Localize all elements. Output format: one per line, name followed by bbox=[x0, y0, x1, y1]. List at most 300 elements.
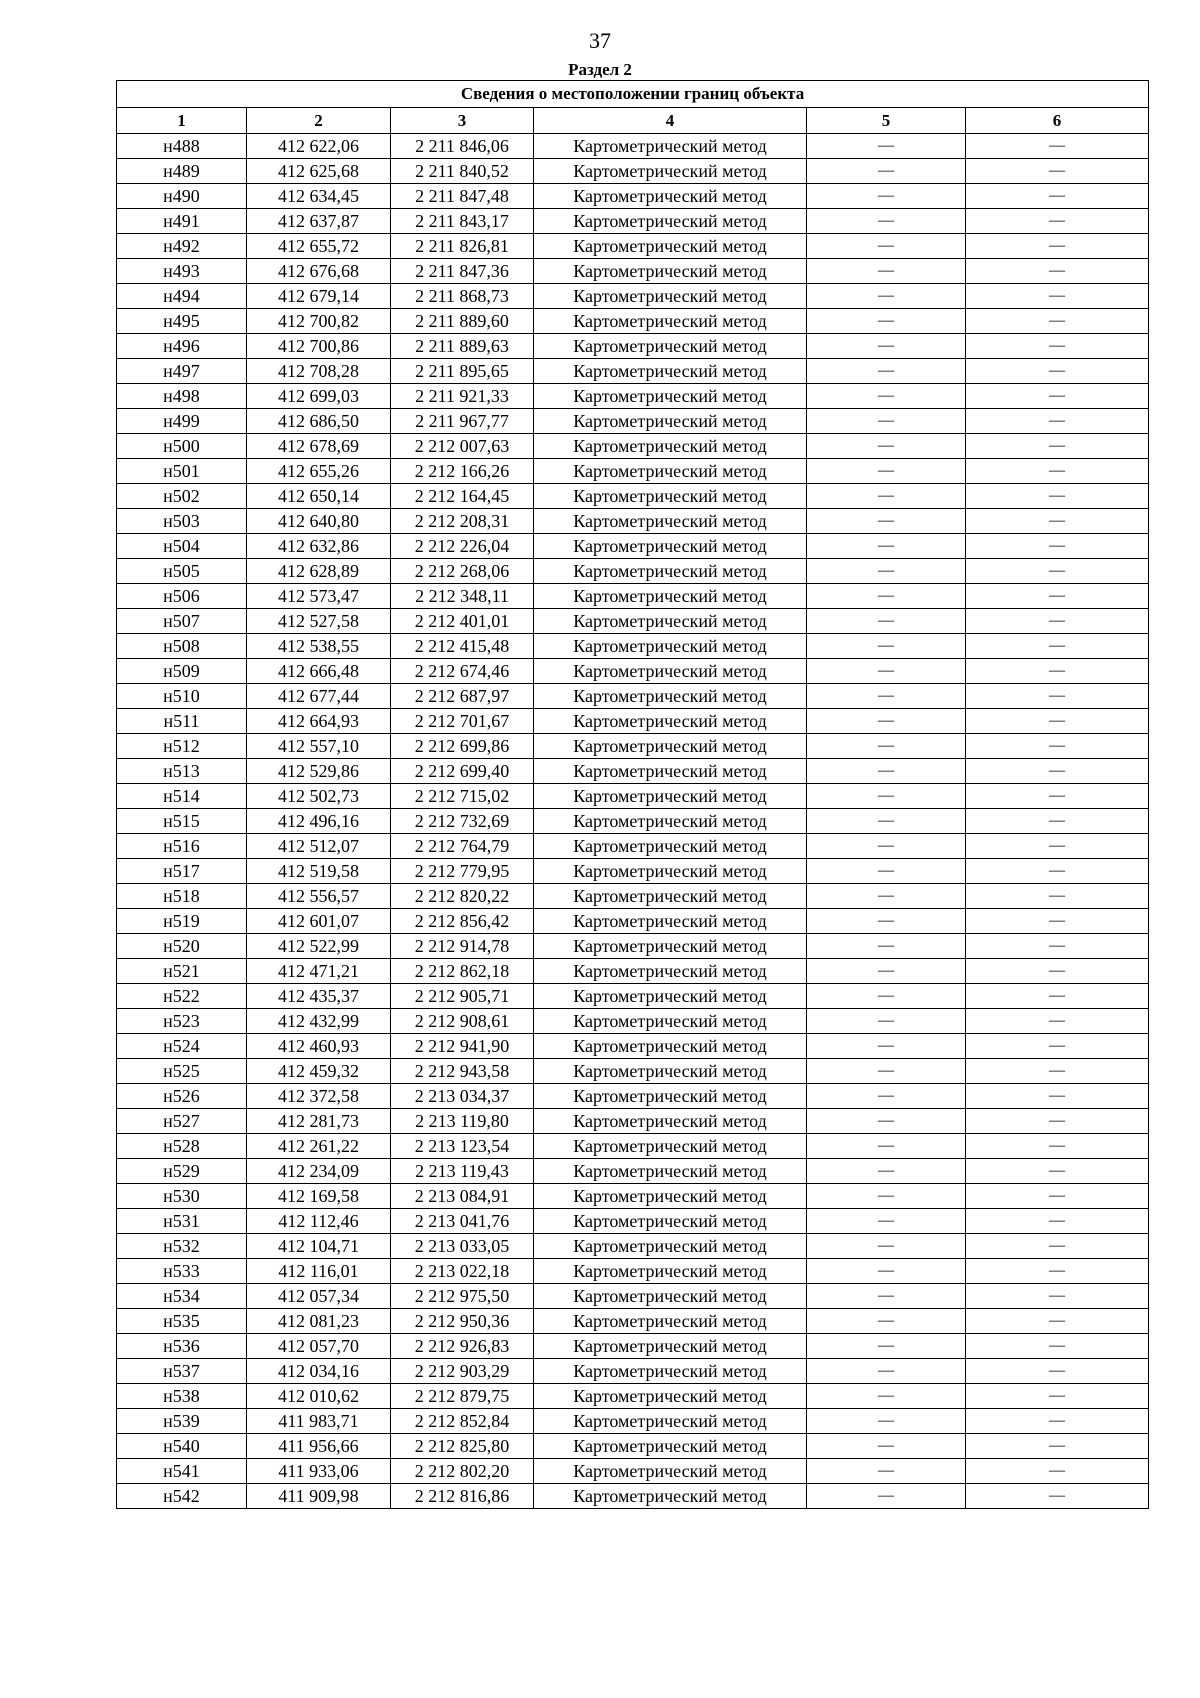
y-coordinate-cell: 2 212 226,04 bbox=[391, 534, 534, 559]
y-coordinate-cell: 2 212 701,67 bbox=[391, 709, 534, 734]
method-cell: Картометрический метод bbox=[534, 1384, 807, 1409]
method-cell: Картометрический метод bbox=[534, 984, 807, 1009]
table-row bbox=[117, 1109, 1149, 1134]
method-cell: Картометрический метод bbox=[534, 884, 807, 909]
column-6-cell: — bbox=[966, 1184, 1149, 1209]
table-row bbox=[117, 534, 1149, 559]
column-5-cell: — bbox=[807, 1059, 966, 1084]
point-id-cell: н510 bbox=[117, 684, 247, 709]
method-cell: Картометрический метод bbox=[534, 1034, 807, 1059]
boundary-table bbox=[116, 80, 1149, 1509]
column-6-cell: — bbox=[966, 1234, 1149, 1259]
method-cell: Картометрический метод bbox=[534, 1309, 807, 1334]
method-cell: Картометрический метод bbox=[534, 434, 807, 459]
column-6-cell: — bbox=[966, 859, 1149, 884]
point-id-cell: н494 bbox=[117, 284, 247, 309]
y-coordinate-cell: 2 212 401,01 bbox=[391, 609, 534, 634]
y-coordinate-cell: 2 212 820,22 bbox=[391, 884, 534, 909]
point-id-cell: н505 bbox=[117, 559, 247, 584]
column-5-cell: — bbox=[807, 909, 966, 934]
column-6-cell: — bbox=[966, 659, 1149, 684]
point-id-cell: н496 bbox=[117, 334, 247, 359]
table-row bbox=[117, 334, 1149, 359]
column-5-cell: — bbox=[807, 534, 966, 559]
point-id-cell: н504 bbox=[117, 534, 247, 559]
y-coordinate-cell: 2 213 033,05 bbox=[391, 1234, 534, 1259]
x-coordinate-cell: 412 666,48 bbox=[247, 659, 391, 684]
point-id-cell: н517 bbox=[117, 859, 247, 884]
column-6-cell: — bbox=[966, 1359, 1149, 1384]
table-row bbox=[117, 309, 1149, 334]
method-cell: Картометрический метод bbox=[534, 609, 807, 634]
y-coordinate-cell: 2 213 084,91 bbox=[391, 1184, 534, 1209]
column-6-cell: — bbox=[966, 1059, 1149, 1084]
column-5-cell: — bbox=[807, 334, 966, 359]
table-row bbox=[117, 159, 1149, 184]
column-6-cell: — bbox=[966, 1284, 1149, 1309]
table-row bbox=[117, 359, 1149, 384]
column-6-cell: — bbox=[966, 1334, 1149, 1359]
column-6-cell: — bbox=[966, 1484, 1149, 1509]
point-id-cell: н497 bbox=[117, 359, 247, 384]
column-5-cell: — bbox=[807, 984, 966, 1009]
column-6-cell: — bbox=[966, 1384, 1149, 1409]
point-id-cell: н540 bbox=[117, 1434, 247, 1459]
method-cell: Картометрический метод bbox=[534, 334, 807, 359]
point-id-cell: н501 bbox=[117, 459, 247, 484]
table-row bbox=[117, 609, 1149, 634]
method-cell: Картометрический метод bbox=[534, 1009, 807, 1034]
x-coordinate-cell: 412 601,07 bbox=[247, 909, 391, 934]
column-6-cell: — bbox=[966, 559, 1149, 584]
y-coordinate-cell: 2 212 908,61 bbox=[391, 1009, 534, 1034]
method-cell: Картометрический метод bbox=[534, 1209, 807, 1234]
column-6-cell: — bbox=[966, 1459, 1149, 1484]
y-coordinate-cell: 2 212 802,20 bbox=[391, 1459, 534, 1484]
point-id-cell: н513 bbox=[117, 759, 247, 784]
x-coordinate-cell: 412 557,10 bbox=[247, 734, 391, 759]
column-6-cell: — bbox=[966, 1134, 1149, 1159]
column-6-cell: — bbox=[966, 634, 1149, 659]
point-id-cell: н524 bbox=[117, 1034, 247, 1059]
point-id-cell: н529 bbox=[117, 1159, 247, 1184]
table-row bbox=[117, 1059, 1149, 1084]
point-id-cell: н523 bbox=[117, 1009, 247, 1034]
x-coordinate-cell: 412 057,70 bbox=[247, 1334, 391, 1359]
table-row bbox=[117, 784, 1149, 809]
y-coordinate-cell: 2 211 847,36 bbox=[391, 259, 534, 284]
method-cell: Картометрический метод bbox=[534, 734, 807, 759]
point-id-cell: н507 bbox=[117, 609, 247, 634]
column-6-cell: — bbox=[966, 1159, 1149, 1184]
point-id-cell: н526 bbox=[117, 1084, 247, 1109]
table-body bbox=[117, 134, 1149, 1509]
column-6-cell: — bbox=[966, 609, 1149, 634]
method-cell: Картометрический метод bbox=[534, 1109, 807, 1134]
table-row bbox=[117, 484, 1149, 509]
x-coordinate-cell: 412 234,09 bbox=[247, 1159, 391, 1184]
column-5-cell: — bbox=[807, 1209, 966, 1234]
y-coordinate-cell: 2 212 415,48 bbox=[391, 634, 534, 659]
column-6-cell: — bbox=[966, 259, 1149, 284]
y-coordinate-cell: 2 212 268,06 bbox=[391, 559, 534, 584]
table-row bbox=[117, 1459, 1149, 1484]
table-caption-row bbox=[117, 81, 1149, 108]
point-id-cell: н530 bbox=[117, 1184, 247, 1209]
method-cell: Картометрический метод bbox=[534, 484, 807, 509]
method-cell: Картометрический метод bbox=[534, 1084, 807, 1109]
method-cell: Картометрический метод bbox=[534, 159, 807, 184]
x-coordinate-cell: 412 460,93 bbox=[247, 1034, 391, 1059]
x-coordinate-cell: 412 625,68 bbox=[247, 159, 391, 184]
point-id-cell: н498 bbox=[117, 384, 247, 409]
section-title: Раздел 2 bbox=[568, 60, 632, 79]
table-row bbox=[117, 1234, 1149, 1259]
method-cell: Картометрический метод bbox=[534, 359, 807, 384]
column-6-cell: — bbox=[966, 459, 1149, 484]
column-5-cell: — bbox=[807, 1484, 966, 1509]
column-5-cell: — bbox=[807, 1034, 966, 1059]
column-5-cell: — bbox=[807, 934, 966, 959]
point-id-cell: н488 bbox=[117, 134, 247, 159]
method-cell: Картометрический метод bbox=[534, 934, 807, 959]
y-coordinate-cell: 2 213 041,76 bbox=[391, 1209, 534, 1234]
column-5-cell: — bbox=[807, 1334, 966, 1359]
x-coordinate-cell: 412 699,03 bbox=[247, 384, 391, 409]
column-5-cell: — bbox=[807, 434, 966, 459]
column-5-cell: — bbox=[807, 134, 966, 159]
y-coordinate-cell: 2 212 903,29 bbox=[391, 1359, 534, 1384]
column-6-cell: — bbox=[966, 959, 1149, 984]
x-coordinate-cell: 412 010,62 bbox=[247, 1384, 391, 1409]
table-caption: Сведения о местоположении границ объекта bbox=[117, 81, 1149, 108]
column-5-cell: — bbox=[807, 609, 966, 634]
method-cell: Картометрический метод bbox=[534, 509, 807, 534]
point-id-cell: н500 bbox=[117, 434, 247, 459]
x-coordinate-cell: 412 655,26 bbox=[247, 459, 391, 484]
column-6-cell: — bbox=[966, 759, 1149, 784]
column-6-cell: — bbox=[966, 1084, 1149, 1109]
column-5-cell: — bbox=[807, 184, 966, 209]
x-coordinate-cell: 412 676,68 bbox=[247, 259, 391, 284]
y-coordinate-cell: 2 212 856,42 bbox=[391, 909, 534, 934]
y-coordinate-cell: 2 211 895,65 bbox=[391, 359, 534, 384]
point-id-cell: н518 bbox=[117, 884, 247, 909]
method-cell: Картометрический метод bbox=[534, 1284, 807, 1309]
method-cell: Картометрический метод bbox=[534, 959, 807, 984]
x-coordinate-cell: 411 983,71 bbox=[247, 1409, 391, 1434]
table-row bbox=[117, 434, 1149, 459]
column-5-cell: — bbox=[807, 859, 966, 884]
table-row bbox=[117, 634, 1149, 659]
column-5-cell: — bbox=[807, 634, 966, 659]
point-id-cell: н516 bbox=[117, 834, 247, 859]
x-coordinate-cell: 412 677,44 bbox=[247, 684, 391, 709]
column-5-cell: — bbox=[807, 459, 966, 484]
column-5-cell: — bbox=[807, 284, 966, 309]
column-6-cell: — bbox=[966, 159, 1149, 184]
column-5-cell: — bbox=[807, 359, 966, 384]
y-coordinate-cell: 2 213 123,54 bbox=[391, 1134, 534, 1159]
x-coordinate-cell: 412 634,45 bbox=[247, 184, 391, 209]
column-6-cell: — bbox=[966, 709, 1149, 734]
column-5-cell: — bbox=[807, 1084, 966, 1109]
x-coordinate-cell: 412 104,71 bbox=[247, 1234, 391, 1259]
point-id-cell: н534 bbox=[117, 1284, 247, 1309]
x-coordinate-cell: 412 708,28 bbox=[247, 359, 391, 384]
table-row bbox=[117, 584, 1149, 609]
point-id-cell: н509 bbox=[117, 659, 247, 684]
table-row bbox=[117, 1084, 1149, 1109]
table-row bbox=[117, 1359, 1149, 1384]
x-coordinate-cell: 412 116,01 bbox=[247, 1259, 391, 1284]
table-row bbox=[117, 809, 1149, 834]
x-coordinate-cell: 412 556,57 bbox=[247, 884, 391, 909]
x-coordinate-cell: 412 034,16 bbox=[247, 1359, 391, 1384]
x-coordinate-cell: 412 637,87 bbox=[247, 209, 391, 234]
method-cell: Картометрический метод bbox=[534, 134, 807, 159]
y-coordinate-cell: 2 212 779,95 bbox=[391, 859, 534, 884]
y-coordinate-cell: 2 212 943,58 bbox=[391, 1059, 534, 1084]
table-row bbox=[117, 859, 1149, 884]
x-coordinate-cell: 412 281,73 bbox=[247, 1109, 391, 1134]
y-coordinate-cell: 2 211 840,52 bbox=[391, 159, 534, 184]
y-coordinate-cell: 2 212 926,83 bbox=[391, 1334, 534, 1359]
column-6-cell: — bbox=[966, 334, 1149, 359]
point-id-cell: н520 bbox=[117, 934, 247, 959]
column-6-cell: — bbox=[966, 409, 1149, 434]
method-cell: Картометрический метод bbox=[534, 1259, 807, 1284]
column-5-cell: — bbox=[807, 1009, 966, 1034]
y-coordinate-cell: 2 212 166,26 bbox=[391, 459, 534, 484]
point-id-cell: н489 bbox=[117, 159, 247, 184]
x-coordinate-cell: 412 640,80 bbox=[247, 509, 391, 534]
method-cell: Картометрический метод bbox=[534, 259, 807, 284]
x-coordinate-cell: 412 632,86 bbox=[247, 534, 391, 559]
point-id-cell: н521 bbox=[117, 959, 247, 984]
x-coordinate-cell: 412 679,14 bbox=[247, 284, 391, 309]
column-5-cell: — bbox=[807, 559, 966, 584]
column-header-row bbox=[117, 108, 1149, 134]
method-cell: Картометрический метод bbox=[534, 1359, 807, 1384]
column-6-cell: — bbox=[966, 834, 1149, 859]
point-id-cell: н506 bbox=[117, 584, 247, 609]
table-row bbox=[117, 409, 1149, 434]
method-cell: Картометрический метод bbox=[534, 1334, 807, 1359]
method-cell: Картометрический метод bbox=[534, 209, 807, 234]
point-id-cell: н535 bbox=[117, 1309, 247, 1334]
method-cell: Картометрический метод bbox=[534, 284, 807, 309]
x-coordinate-cell: 411 956,66 bbox=[247, 1434, 391, 1459]
point-id-cell: н492 bbox=[117, 234, 247, 259]
column-6-cell: — bbox=[966, 309, 1149, 334]
point-id-cell: н527 bbox=[117, 1109, 247, 1134]
table-row bbox=[117, 759, 1149, 784]
y-coordinate-cell: 2 212 674,46 bbox=[391, 659, 534, 684]
column-6-cell: — bbox=[966, 384, 1149, 409]
point-id-cell: н542 bbox=[117, 1484, 247, 1509]
table-row bbox=[117, 259, 1149, 284]
x-coordinate-cell: 412 678,69 bbox=[247, 434, 391, 459]
table-row bbox=[117, 559, 1149, 584]
column-6-cell: — bbox=[966, 1209, 1149, 1234]
column-5-cell: — bbox=[807, 1159, 966, 1184]
y-coordinate-cell: 2 211 967,77 bbox=[391, 409, 534, 434]
x-coordinate-cell: 412 112,46 bbox=[247, 1209, 391, 1234]
method-cell: Картометрический метод bbox=[534, 634, 807, 659]
point-id-cell: н522 bbox=[117, 984, 247, 1009]
point-id-cell: н491 bbox=[117, 209, 247, 234]
table-row bbox=[117, 1034, 1149, 1059]
column-5-cell: — bbox=[807, 834, 966, 859]
column-6-cell: — bbox=[966, 934, 1149, 959]
column-6-cell: — bbox=[966, 209, 1149, 234]
method-cell: Картометрический метод bbox=[534, 759, 807, 784]
x-coordinate-cell: 412 686,50 bbox=[247, 409, 391, 434]
point-id-cell: н537 bbox=[117, 1359, 247, 1384]
point-id-cell: н532 bbox=[117, 1234, 247, 1259]
column-5-cell: — bbox=[807, 584, 966, 609]
point-id-cell: н503 bbox=[117, 509, 247, 534]
column-5-cell: — bbox=[807, 234, 966, 259]
column-5-cell: — bbox=[807, 659, 966, 684]
table-row bbox=[117, 1484, 1149, 1509]
column-6-cell: — bbox=[966, 359, 1149, 384]
y-coordinate-cell: 2 211 843,17 bbox=[391, 209, 534, 234]
method-cell: Картометрический метод bbox=[534, 909, 807, 934]
table-row bbox=[117, 934, 1149, 959]
method-cell: Картометрический метод bbox=[534, 784, 807, 809]
y-coordinate-cell: 2 211 889,60 bbox=[391, 309, 534, 334]
x-coordinate-cell: 412 435,37 bbox=[247, 984, 391, 1009]
x-coordinate-cell: 412 664,93 bbox=[247, 709, 391, 734]
column-5-cell: — bbox=[807, 684, 966, 709]
method-cell: Картометрический метод bbox=[534, 459, 807, 484]
table-row bbox=[117, 1209, 1149, 1234]
column-header: 1 bbox=[117, 108, 247, 134]
column-6-cell: — bbox=[966, 809, 1149, 834]
y-coordinate-cell: 2 212 208,31 bbox=[391, 509, 534, 534]
table-row bbox=[117, 909, 1149, 934]
column-6-cell: — bbox=[966, 284, 1149, 309]
method-cell: Картометрический метод bbox=[534, 584, 807, 609]
table-row bbox=[117, 659, 1149, 684]
method-cell: Картометрический метод bbox=[534, 1134, 807, 1159]
point-id-cell: н519 bbox=[117, 909, 247, 934]
method-cell: Картометрический метод bbox=[534, 809, 807, 834]
method-cell: Картометрический метод bbox=[534, 409, 807, 434]
y-coordinate-cell: 2 213 034,37 bbox=[391, 1084, 534, 1109]
column-5-cell: — bbox=[807, 709, 966, 734]
table-row bbox=[117, 1434, 1149, 1459]
y-coordinate-cell: 2 212 715,02 bbox=[391, 784, 534, 809]
y-coordinate-cell: 2 211 921,33 bbox=[391, 384, 534, 409]
method-cell: Картометрический метод bbox=[534, 384, 807, 409]
y-coordinate-cell: 2 212 764,79 bbox=[391, 834, 534, 859]
column-6-cell: — bbox=[966, 134, 1149, 159]
column-header: 4 bbox=[534, 108, 807, 134]
y-coordinate-cell: 2 212 941,90 bbox=[391, 1034, 534, 1059]
y-coordinate-cell: 2 213 119,43 bbox=[391, 1159, 534, 1184]
table-row bbox=[117, 1384, 1149, 1409]
method-cell: Картометрический метод bbox=[534, 1059, 807, 1084]
table-row bbox=[117, 834, 1149, 859]
column-5-cell: — bbox=[807, 959, 966, 984]
column-6-cell: — bbox=[966, 734, 1149, 759]
x-coordinate-cell: 412 502,73 bbox=[247, 784, 391, 809]
x-coordinate-cell: 412 522,99 bbox=[247, 934, 391, 959]
y-coordinate-cell: 2 213 119,80 bbox=[391, 1109, 534, 1134]
method-cell: Картометрический метод bbox=[534, 684, 807, 709]
table-row bbox=[117, 234, 1149, 259]
column-6-cell: — bbox=[966, 884, 1149, 909]
point-id-cell: н528 bbox=[117, 1134, 247, 1159]
method-cell: Картометрический метод bbox=[534, 834, 807, 859]
x-coordinate-cell: 412 538,55 bbox=[247, 634, 391, 659]
y-coordinate-cell: 2 212 852,84 bbox=[391, 1409, 534, 1434]
column-5-cell: — bbox=[807, 1309, 966, 1334]
point-id-cell: н538 bbox=[117, 1384, 247, 1409]
x-coordinate-cell: 412 529,86 bbox=[247, 759, 391, 784]
table-row bbox=[117, 284, 1149, 309]
column-5-cell: — bbox=[807, 784, 966, 809]
column-6-cell: — bbox=[966, 1034, 1149, 1059]
column-5-cell: — bbox=[807, 1384, 966, 1409]
y-coordinate-cell: 2 212 007,63 bbox=[391, 434, 534, 459]
column-5-cell: — bbox=[807, 209, 966, 234]
column-6-cell: — bbox=[966, 509, 1149, 534]
table-row bbox=[117, 1134, 1149, 1159]
table-row bbox=[117, 1309, 1149, 1334]
point-id-cell: н533 bbox=[117, 1259, 247, 1284]
y-coordinate-cell: 2 211 846,06 bbox=[391, 134, 534, 159]
x-coordinate-cell: 412 622,06 bbox=[247, 134, 391, 159]
table-row bbox=[117, 709, 1149, 734]
column-6-cell: — bbox=[966, 784, 1149, 809]
x-coordinate-cell: 412 459,32 bbox=[247, 1059, 391, 1084]
table-head bbox=[117, 81, 1149, 134]
page-number: 37 bbox=[589, 28, 611, 53]
method-cell: Картометрический метод bbox=[534, 234, 807, 259]
column-5-cell: — bbox=[807, 509, 966, 534]
y-coordinate-cell: 2 212 905,71 bbox=[391, 984, 534, 1009]
point-id-cell: н495 bbox=[117, 309, 247, 334]
y-coordinate-cell: 2 211 889,63 bbox=[391, 334, 534, 359]
column-6-cell: — bbox=[966, 1109, 1149, 1134]
column-5-cell: — bbox=[807, 1434, 966, 1459]
method-cell: Картометрический метод bbox=[534, 1184, 807, 1209]
point-id-cell: н531 bbox=[117, 1209, 247, 1234]
point-id-cell: н511 bbox=[117, 709, 247, 734]
column-6-cell: — bbox=[966, 584, 1149, 609]
column-5-cell: — bbox=[807, 1184, 966, 1209]
table-row bbox=[117, 1159, 1149, 1184]
method-cell: Картометрический метод bbox=[534, 184, 807, 209]
column-header: 3 bbox=[391, 108, 534, 134]
x-coordinate-cell: 412 628,89 bbox=[247, 559, 391, 584]
column-5-cell: — bbox=[807, 409, 966, 434]
table-row bbox=[117, 209, 1149, 234]
table-row bbox=[117, 884, 1149, 909]
column-5-cell: — bbox=[807, 309, 966, 334]
y-coordinate-cell: 2 212 816,86 bbox=[391, 1484, 534, 1509]
y-coordinate-cell: 2 212 914,78 bbox=[391, 934, 534, 959]
table-row bbox=[117, 384, 1149, 409]
point-id-cell: н493 bbox=[117, 259, 247, 284]
column-5-cell: — bbox=[807, 1259, 966, 1284]
point-id-cell: н515 bbox=[117, 809, 247, 834]
table-row bbox=[117, 184, 1149, 209]
